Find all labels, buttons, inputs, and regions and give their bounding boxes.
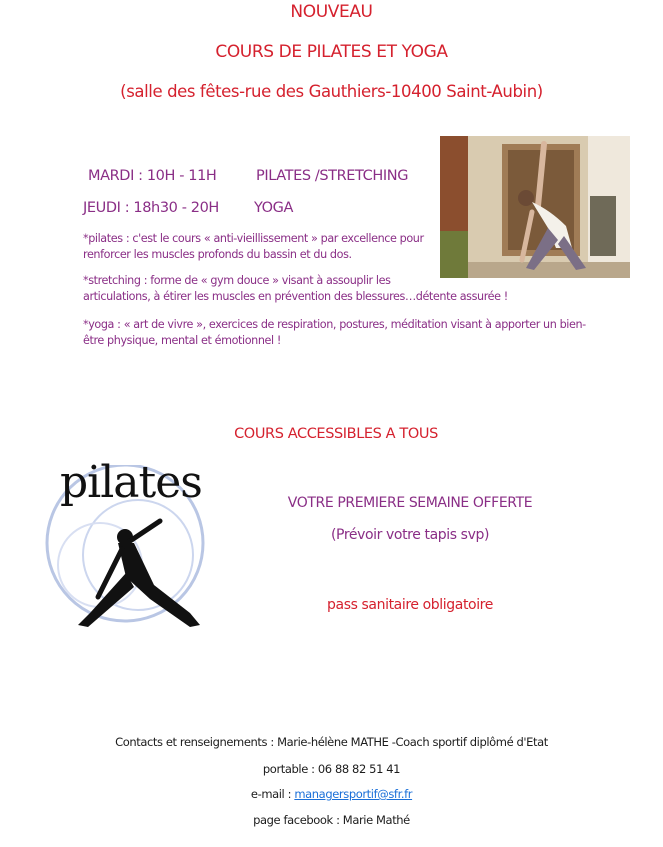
schedule-activity-1: PILATES /STRETCHING [256, 168, 409, 184]
schedule-activity-2: YOGA [254, 200, 294, 216]
desc-pilates [83, 231, 443, 263]
pilates-logo-text: pilates [60, 457, 202, 508]
offer-line-2: (Prévoir votre tapis svp) [330, 527, 490, 543]
desc-yoga [83, 317, 603, 349]
yoga-photo [440, 136, 630, 278]
contacts-phone: portable : 06 88 82 51 41 [262, 762, 401, 776]
desc-pilates-line-2: renforcer les muscles profonds du bassin et du dos. [83, 248, 352, 261]
email-label: e-mail : [250, 787, 295, 801]
accessible-note: COURS ACCESSIBLES A TOUS [234, 426, 438, 442]
pilates-logo [30, 457, 235, 635]
title-cours: COURS DE PILATES ET YOGA [215, 42, 448, 62]
sanitary-pass: pass sanitaire obligatoire [327, 597, 493, 613]
desc-stretching-line-1: *stretching : forme de « gym douce » visant à assouplir les [83, 274, 391, 287]
contacts-facebook: page facebook : Marie Mathé [253, 813, 410, 827]
desc-stretching-line-2: articulations, à étirer les muscles en prévention des blessures…détente assurée ! [83, 290, 508, 303]
contacts-line: Contacts et renseignements : Marie-hélène MATHE -Coach sportif diplômé d'Etat [115, 735, 548, 749]
desc-yoga-line-2: être physique, mental et émotionnel ! [83, 334, 281, 347]
email-link[interactable]: managersportif@sfr.fr [294, 787, 413, 801]
address: (salle des fêtes-rue des Gauthiers-10400 Saint-Aubin) [120, 82, 543, 101]
schedule-day-1: MARDI : 10H - 11H [88, 168, 217, 184]
schedule-day-2: JEUDI : 18h30 - 20H [83, 200, 219, 216]
offer-line-1: VOTRE PREMIERE SEMAINE OFFERTE [287, 495, 533, 511]
desc-yoga-line-1: *yoga : « art de vivre », exercices de respiration, postures, méditation visant à apporter un bien- [83, 318, 586, 331]
contacts-email-row [0, 787, 663, 801]
title-nouveau: NOUVEAU [290, 2, 373, 22]
desc-pilates-line-1: *pilates : c'est le cours « anti-vieillissement » par excellence pour [83, 232, 424, 245]
